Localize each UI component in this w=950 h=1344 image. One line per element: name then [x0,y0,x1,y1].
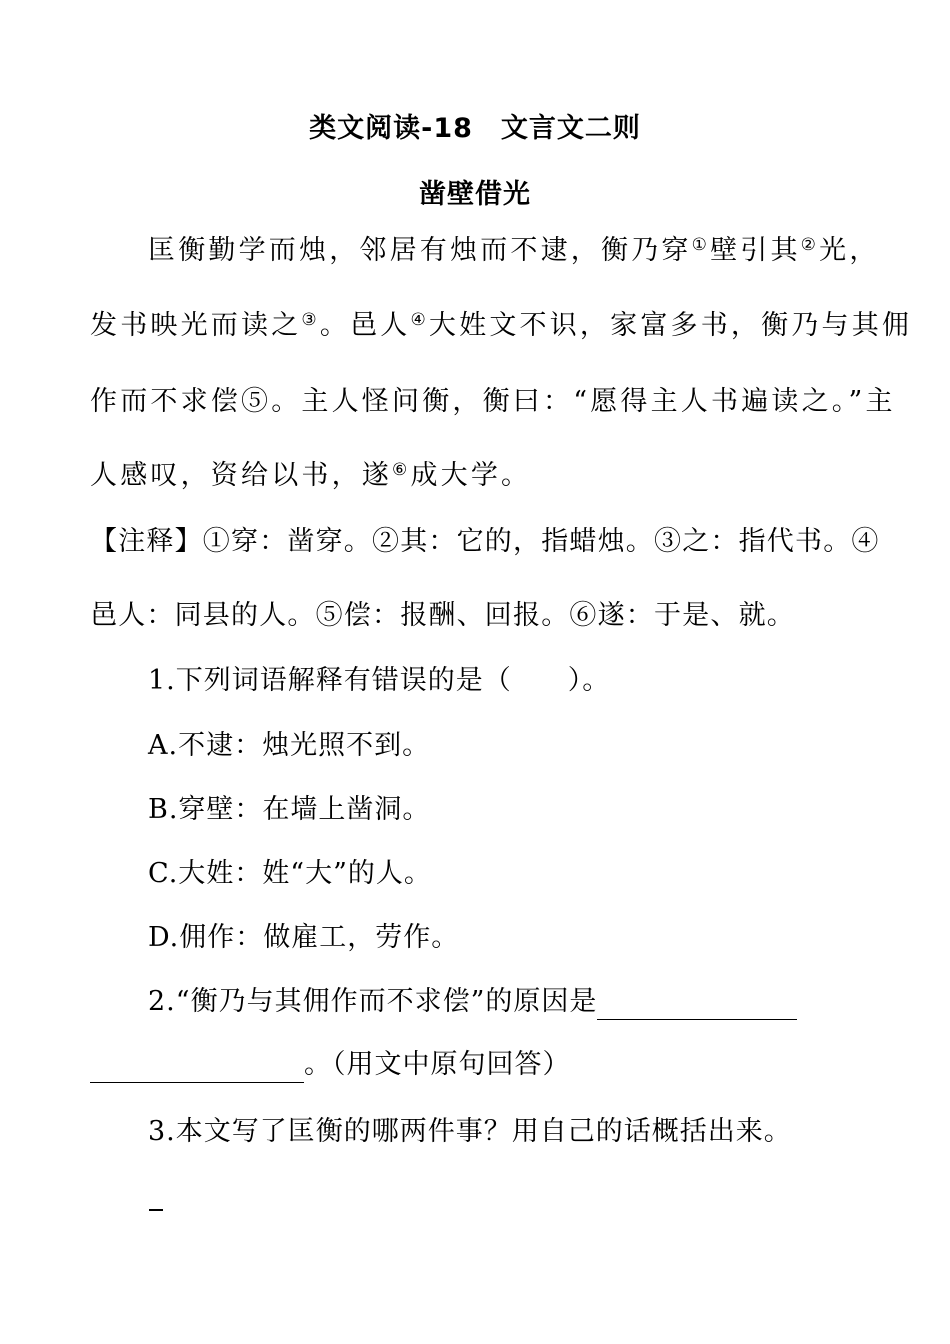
question-1-option-a: A.不逮：烛光照不到。 [148,730,431,761]
question-2-continued: 。（用文中原句回答） [90,1047,870,1083]
passage-line-1: 匡衡勤学而烛，邻居有烛而不逮，衡乃穿①壁引其②光， [148,235,880,266]
page-title: 类文阅读-18 文言文二则 [309,113,641,144]
passage-line-3: 作而不求偿⑤。主人怪问衡，衡曰：“愿得主人书遍读之。”主 [90,386,896,417]
notes-line-1: 【注释】①穿：凿穿。②其：它的，指蜡烛。③之：指代书。④ [90,526,880,557]
question-1: 1.下列词语解释有错误的是（ ）。 [148,665,611,696]
notes-line-2: 邑人：同县的人。⑤偿：报酬、回报。⑥遂：于是、就。 [90,600,795,631]
answer-blank-line[interactable] [90,1056,304,1083]
question-2: 2.“衡乃与其佣作而不求偿”的原因是 [148,984,928,1020]
passage-line-2: 发书映光而读之③。邑人④大姓文不识，家富多书，衡乃与其佣 [90,310,913,341]
question-1-option-d: D.佣作：做雇工，劳作。 [148,922,460,953]
answer-blank-line[interactable] [149,1209,163,1211]
question-3: 3.本文写了匡衡的哪两件事？用自己的话概括出来。 [148,1116,792,1147]
passage-title: 凿壁借光 [419,179,531,210]
answer-blank-line[interactable] [597,993,797,1020]
question-1-option-c: C.大姓：姓“大”的人。 [148,858,432,889]
question-1-option-b: B.穿壁：在墙上凿洞。 [148,794,431,825]
passage-line-4: 人感叹，资给以书，遂⑥成大学。 [90,460,532,491]
